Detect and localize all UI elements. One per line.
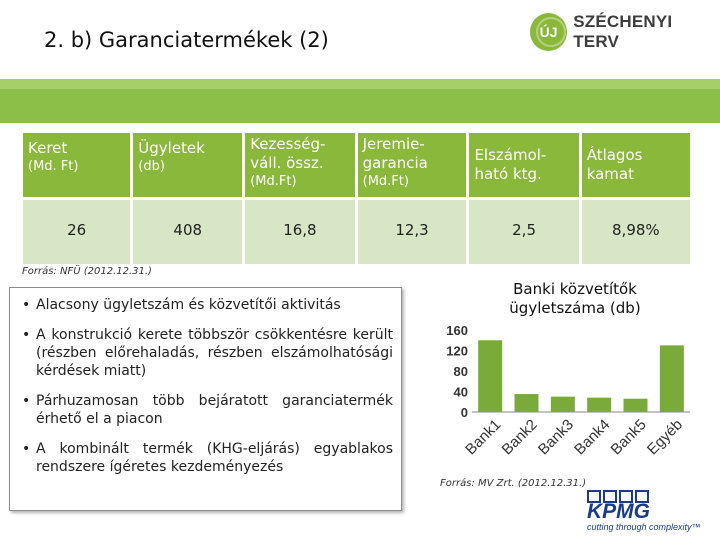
table-cell: 8,98% [582, 200, 690, 264]
table-cell: 16,8 [245, 200, 354, 264]
header-main: Átlagos kamat [586, 146, 643, 183]
header-main: Ügyletek [138, 139, 205, 157]
logo-mark-icon: ÚJ [530, 13, 567, 51]
y-tick-label: 160 [446, 323, 468, 338]
x-tick-label: Bank1 [462, 416, 505, 459]
bar [587, 398, 611, 412]
summary-table [20, 130, 693, 267]
bullet-item: • A kombinált termék (KHG-eljárás) egyablakos rendszere ígéretes kezdeményezés [22, 440, 393, 476]
bar [660, 345, 684, 412]
source-note-right: Forrás: MV Zrt. (2012.12.31.) [440, 478, 587, 489]
header-cell [469, 133, 578, 197]
y-tick-label: 0 [460, 405, 468, 420]
header-band [0, 79, 720, 123]
logo-text: SZÉCHENYI TERV [573, 12, 673, 51]
header-cell [133, 133, 242, 197]
bar-chart [438, 318, 694, 470]
table-cell: 2,5 [469, 200, 578, 264]
header-sub: (db) [138, 159, 165, 174]
header-sub: (Md. Ft) [28, 159, 79, 174]
szechenyi-logo [530, 12, 720, 52]
kpmg-slogan: cutting through complexity™ [587, 522, 701, 532]
bar [551, 397, 575, 412]
y-tick-label: 40 [453, 384, 468, 400]
bullet-item: • Alacsony ügyletszám és közvetítői aktivitás [22, 296, 393, 314]
header-cell [582, 133, 690, 197]
table-cell: 12,3 [358, 200, 467, 264]
bullet-box [9, 287, 402, 511]
source-note-left: Forrás: NFÜ (2012.12.31.) [22, 266, 152, 277]
page-title: 2. b) Garanciatermékek (2) [44, 28, 329, 52]
x-tick-label: Bank2 [498, 416, 541, 459]
x-tick-label: Bank3 [534, 416, 578, 459]
x-tick-label: Bank4 [571, 416, 614, 459]
bullet-item: • A konstrukció kerete többször csökkentésre került (részben előrehaladás, részben elszámolhatósági kérdések miatt) [22, 326, 393, 380]
bar [478, 340, 502, 412]
y-tick-label: 120 [446, 343, 468, 359]
bullet-item: • Párhuzamosan több bejáratott garanciatermék érhető el a piacon [22, 392, 393, 428]
table-header-row [23, 133, 690, 197]
header-main: Elszámol-ható ktg. [474, 146, 547, 183]
y-tick-label: 80 [453, 364, 468, 379]
table-cell: 26 [23, 200, 130, 264]
chart-title: Banki közvetítők ügyletszáma (db) [509, 280, 641, 317]
header-cell [23, 133, 130, 197]
table-row [23, 200, 690, 264]
header-cell [358, 133, 467, 197]
header-main: Kezesség-váll. össz. [250, 135, 326, 172]
x-tick-label: Bank5 [607, 416, 650, 459]
table-cell: 408 [133, 200, 242, 264]
header-main: Jeremie-garancia [362, 135, 428, 172]
header-sub: (Md.Ft) [362, 174, 409, 189]
header-main: Keret [28, 139, 68, 157]
x-tick-label: Egyéb [643, 416, 687, 459]
kpmg-logo [587, 490, 705, 532]
header-sub: (Md.Ft) [250, 174, 297, 189]
kpmg-name: KPMG [587, 500, 650, 523]
header-cell [245, 133, 354, 197]
bar [515, 394, 539, 412]
bar [624, 399, 648, 412]
